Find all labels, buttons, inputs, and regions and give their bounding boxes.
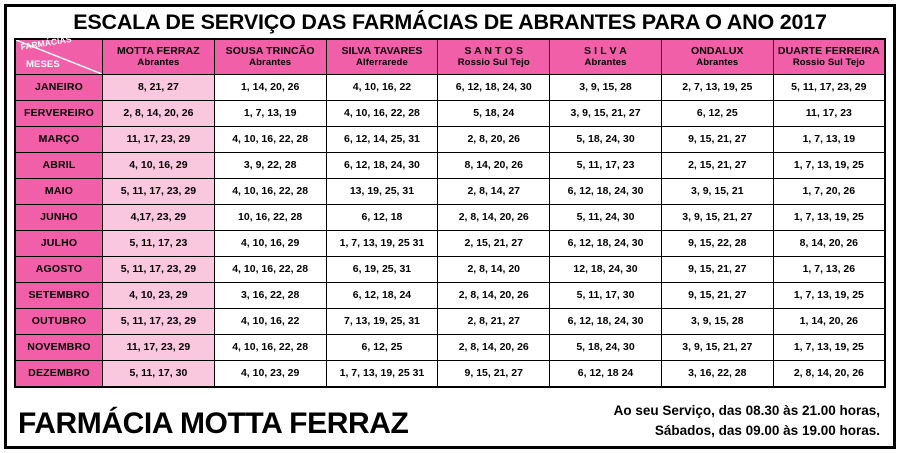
row-label-month: NOVEMBRO — [15, 335, 103, 361]
duty-days-cell: 2, 8, 14, 20, 26 — [438, 335, 550, 361]
column-header-ondalux — [661, 39, 773, 75]
duty-days-cell: 10, 16, 22, 28 — [214, 205, 326, 231]
duty-days-cell: 2, 8, 14, 20, 26 — [773, 361, 885, 388]
duty-days-cell: 5, 18, 24, 30 — [550, 127, 662, 153]
column-header-santos — [438, 39, 550, 75]
duty-days-cell: 1, 7, 13, 19, 25 31 — [326, 361, 438, 388]
footer-brand-name: FARMÁCIA MOTTA FERRAZ — [18, 407, 409, 440]
duty-days-cell: 11, 17, 23, 29 — [103, 335, 215, 361]
duty-days-cell: 4, 10, 16, 29 — [214, 231, 326, 257]
duty-days-cell: 5, 11, 17, 23 — [550, 153, 662, 179]
column-header-name: S A N T O S — [464, 44, 524, 57]
duty-days-cell: 4, 10, 16, 22, 28 — [326, 101, 438, 127]
duty-days-cell: 3, 9, 15, 21 — [661, 179, 773, 205]
duty-days-cell: 11, 17, 23 — [773, 101, 885, 127]
duty-days-cell: 5, 11, 17, 30 — [103, 361, 215, 388]
duty-days-cell: 6, 12, 18, 24, 30 — [326, 153, 438, 179]
duty-days-cell: 6, 12, 25 — [326, 335, 438, 361]
duty-days-cell: 2, 8, 14, 27 — [438, 179, 550, 205]
column-header-name: SILVA TAVARES — [341, 44, 423, 57]
duty-days-cell: 1, 7, 13, 19, 25 — [773, 283, 885, 309]
duty-days-cell: 3, 9, 15, 28 — [550, 75, 662, 101]
column-header-location: Rossio Sul Tejo — [457, 56, 530, 68]
column-header-name: MOTTA FERRAZ — [116, 44, 200, 57]
table-row — [15, 335, 885, 361]
duty-days-cell: 3, 9, 15, 21, 27 — [550, 101, 662, 127]
table-row — [15, 283, 885, 309]
duty-days-cell: 3, 16, 22, 28 — [214, 283, 326, 309]
column-header-name: ONDALUX — [690, 44, 744, 57]
row-label-month: JUNHO — [15, 205, 103, 231]
corner-label-farmacias: FARMÁCIAS — [19, 33, 73, 52]
duty-days-cell: 6, 12, 25 — [661, 101, 773, 127]
duty-days-cell: 1, 7, 13, 19, 25 — [773, 205, 885, 231]
column-header-name: SOUSA TRINCÃO — [225, 44, 315, 57]
duty-days-cell: 2, 8, 14, 20 — [438, 257, 550, 283]
column-header-location: Abrantes — [696, 56, 739, 68]
corner-header-cell — [15, 33, 103, 75]
duty-days-cell: 6, 12, 14, 25, 31 — [326, 127, 438, 153]
column-header-location: Rossio Sul Tejo — [792, 56, 865, 68]
duty-days-cell: 2, 8, 14, 20, 26 — [103, 101, 215, 127]
duty-days-cell: 5, 11, 17, 30 — [550, 283, 662, 309]
table-row — [15, 231, 885, 257]
duty-days-cell: 12, 18, 24, 30 — [550, 257, 662, 283]
corner-label-meses: MESES — [26, 59, 60, 71]
duty-days-cell: 1, 7, 13, 19, 25 — [773, 335, 885, 361]
duty-days-cell: 6, 12, 18 24 — [550, 361, 662, 388]
duty-days-cell: 6, 12, 18 — [326, 205, 438, 231]
duty-days-cell: 6, 12, 18, 24, 30 — [550, 179, 662, 205]
table-row — [15, 127, 885, 153]
duty-days-cell: 13, 19, 25, 31 — [326, 179, 438, 205]
column-header-motta-ferraz — [103, 39, 215, 75]
table-row — [15, 257, 885, 283]
duty-days-cell: 4, 10, 16, 22 — [326, 75, 438, 101]
row-label-month: MAIO — [15, 179, 103, 205]
duty-days-cell: 2, 8, 21, 27 — [438, 309, 550, 335]
duty-days-cell: 6, 12, 18, 24, 30 — [438, 75, 550, 101]
duty-days-cell: 2, 15, 21, 27 — [661, 153, 773, 179]
duty-days-cell: 6, 19, 25, 31 — [326, 257, 438, 283]
duty-days-cell: 3, 9, 15, 21, 27 — [661, 205, 773, 231]
duty-days-cell: 6, 12, 18, 24, 30 — [550, 231, 662, 257]
table-header-row — [15, 39, 885, 75]
page-title: ESCALA DE SERVIÇO DAS FARMÁCIAS DE ABRANTES PARA O ANO 2017 — [73, 10, 827, 34]
table-row — [15, 361, 885, 388]
row-label-month: AGOSTO — [15, 257, 103, 283]
duty-days-cell: 4, 10, 23, 29 — [103, 283, 215, 309]
duty-days-cell: 3, 9, 15, 21, 27 — [661, 335, 773, 361]
duty-days-cell: 1, 14, 20, 26 — [773, 309, 885, 335]
duty-days-cell: 5, 11, 24, 30 — [550, 205, 662, 231]
duty-days-cell: 11, 17, 23, 29 — [103, 127, 215, 153]
duty-days-cell: 2, 7, 13, 19, 25 — [661, 75, 773, 101]
table-header — [15, 33, 885, 75]
duty-days-cell: 9, 15, 21, 27 — [438, 361, 550, 388]
column-header-location: Alferrarede — [356, 56, 408, 68]
duty-days-cell: 3, 16, 22, 28 — [661, 361, 773, 388]
schedule-table — [14, 33, 886, 388]
duty-days-cell: 9, 15, 21, 27 — [661, 283, 773, 309]
column-header-sousa-trincao — [214, 39, 326, 75]
duty-days-cell: 4, 10, 16, 29 — [103, 153, 215, 179]
table-row — [15, 101, 885, 127]
column-header-name: S I L V A — [584, 44, 627, 57]
duty-days-cell: 5, 11, 17, 23, 29 — [773, 75, 885, 101]
duty-days-cell: 3, 9, 15, 28 — [661, 309, 773, 335]
table-body — [15, 75, 885, 388]
duty-days-cell: 5, 11, 17, 23, 29 — [103, 257, 215, 283]
duty-days-cell: 5, 11, 17, 23, 29 — [103, 179, 215, 205]
duty-days-cell: 5, 11, 17, 23, 29 — [103, 309, 215, 335]
duty-days-cell: 1, 7, 20, 26 — [773, 179, 885, 205]
duty-days-cell: 7, 13, 19, 25, 31 — [326, 309, 438, 335]
duty-days-cell: 4, 10, 16, 22, 28 — [214, 335, 326, 361]
duty-days-cell: 5, 18, 24 — [438, 101, 550, 127]
duty-days-cell: 4, 10, 16, 22, 28 — [214, 257, 326, 283]
row-label-month: ABRIL — [15, 153, 103, 179]
duty-days-cell: 8, 21, 27 — [103, 75, 215, 101]
duty-days-cell: 5, 18, 24, 30 — [550, 335, 662, 361]
duty-days-cell: 9, 15, 22, 28 — [661, 231, 773, 257]
row-label-month: JULHO — [15, 231, 103, 257]
row-label-month: JANEIRO — [15, 75, 103, 101]
duty-days-cell: 4,17, 23, 29 — [103, 205, 215, 231]
duty-days-cell: 8, 14, 20, 26 — [773, 231, 885, 257]
table-row — [15, 153, 885, 179]
duty-days-cell: 4, 10, 16, 22, 28 — [214, 127, 326, 153]
duty-days-cell: 4, 10, 16, 22, 28 — [214, 179, 326, 205]
duty-days-cell: 1, 7, 13, 19, 25 — [773, 153, 885, 179]
duty-days-cell: 6, 12, 18, 24, 30 — [550, 309, 662, 335]
column-header-location: Abrantes — [137, 56, 180, 68]
row-label-month: FERVEREIRO — [15, 101, 103, 127]
column-header-silva — [550, 39, 662, 75]
duty-days-cell: 1, 7, 13, 19 — [214, 101, 326, 127]
duty-days-cell: 1, 14, 20, 26 — [214, 75, 326, 101]
duty-days-cell: 1, 7, 13, 26 — [773, 257, 885, 283]
table-row — [15, 75, 885, 101]
row-label-month: SETEMBRO — [15, 283, 103, 309]
duty-days-cell: 5, 11, 17, 23 — [103, 231, 215, 257]
duty-days-cell: 4, 10, 23, 29 — [214, 361, 326, 388]
duty-days-cell: 1, 7, 13, 19, 25 31 — [326, 231, 438, 257]
column-header-location: Abrantes — [584, 56, 627, 68]
table-row — [15, 205, 885, 231]
duty-days-cell: 1, 7, 13, 19 — [773, 127, 885, 153]
footer-hours-line-2: Sábados, das 09.00 às 19.00 horas. — [654, 422, 880, 438]
duty-days-cell: 3, 9, 22, 28 — [214, 153, 326, 179]
row-label-month: MARÇO — [15, 127, 103, 153]
row-label-month: DEZEMBRO — [15, 361, 103, 388]
footer-hours-line-1: Ao seu Serviço, das 08.30 às 21.00 horas, — [613, 402, 880, 418]
column-header-location: Abrantes — [249, 56, 292, 68]
column-header-silva-tavares — [326, 39, 438, 75]
row-label-month: OUTUBRO — [15, 309, 103, 335]
duty-days-cell: 2, 15, 21, 27 — [438, 231, 550, 257]
duty-days-cell: 2, 8, 14, 20, 26 — [438, 283, 550, 309]
duty-days-cell: 4, 10, 16, 22 — [214, 309, 326, 335]
duty-days-cell: 6, 12, 18, 24 — [326, 283, 438, 309]
table-row — [15, 179, 885, 205]
column-header-name: DUARTE FERREIRA — [777, 44, 880, 57]
column-header-duarte-ferreira — [773, 39, 885, 75]
duty-days-cell: 2, 8, 14, 20, 26 — [438, 205, 550, 231]
footer-opening-hours — [614, 401, 880, 442]
duty-days-cell: 9, 15, 21, 27 — [661, 257, 773, 283]
duty-days-cell: 8, 14, 20, 26 — [438, 153, 550, 179]
table-row — [15, 309, 885, 335]
duty-days-cell: 9, 15, 21, 27 — [661, 127, 773, 153]
duty-days-cell: 2, 8, 20, 26 — [438, 127, 550, 153]
